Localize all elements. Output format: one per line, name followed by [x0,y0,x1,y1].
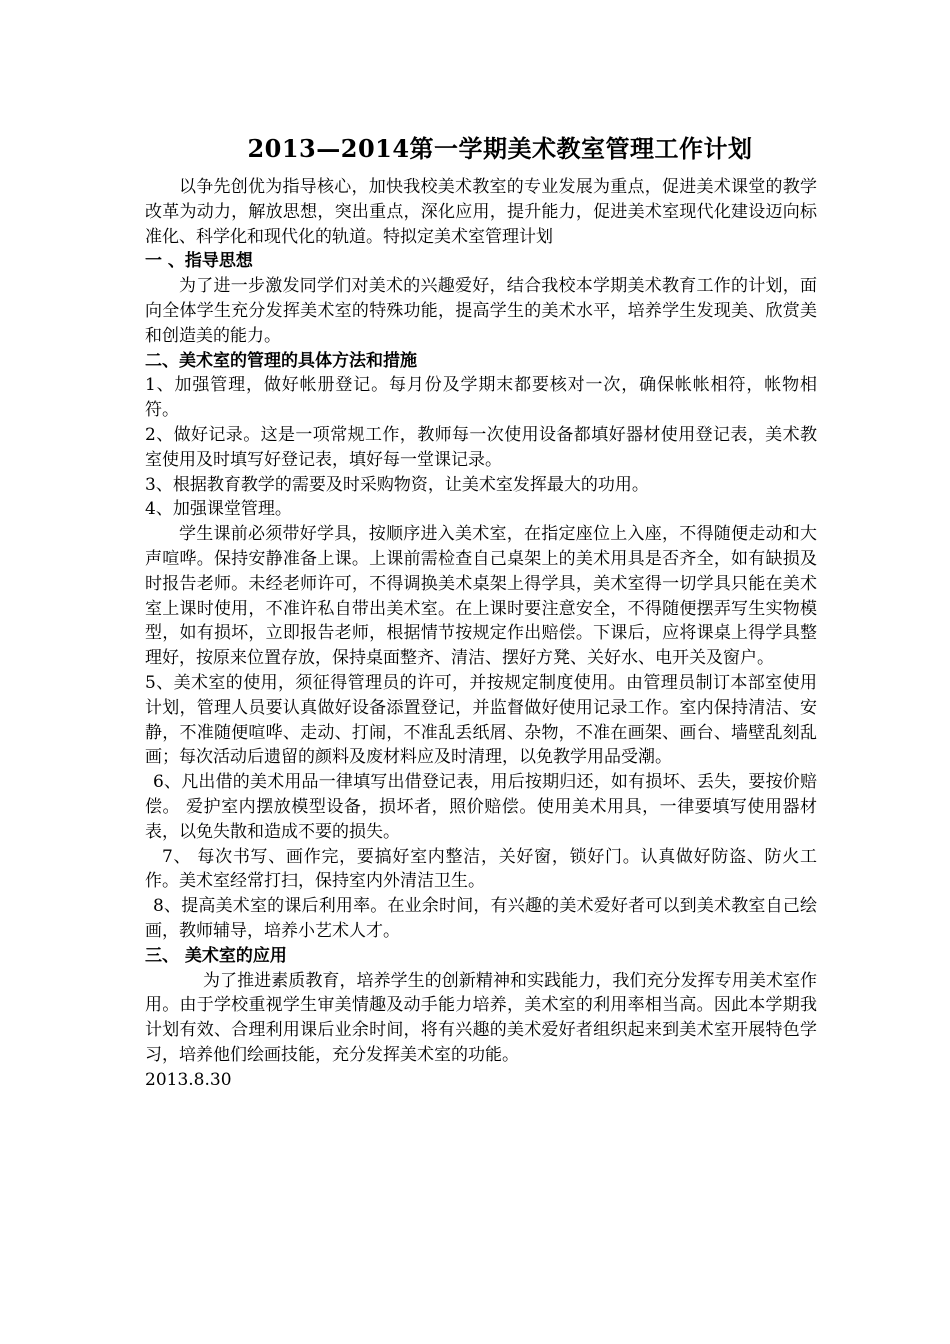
document-date: 2013.8.30 [145,1069,232,1090]
list-item-4: 4、加强课堂管理。 [145,499,292,520]
section-heading-application: 三、 美术室的应用 [145,945,287,966]
document-body [145,175,817,1092]
list-item-7: 7、 每次书写、画作完，要搞好室内整洁，关好窗，锁好门。认真做好防盗、防火工作。美术室经常打扫，保持室内外清洁卫生。 [145,846,817,892]
list-item-3: 3、根据教育教学的需要及时采购物资，让美术室发挥最大的功用。 [145,474,649,495]
list-item-2: 2、做好记录。这是一项常规工作，教师每一次使用设备都填好器材使用登记表，美术教室使用及时填写好登记表，填好每一堂课记录。 [145,424,817,470]
section-heading-management-methods: 二、美术室的管理的具体方法和措施 [145,350,417,371]
list-item-5: 5、美术室的使用，须征得管理员的许可，并按规定制度使用。由管理员制订本部室使用计划，管理人员要认真做好设备添置登记，并监督做好使用记录工作。室内保持清洁、安静，不准随便喧哗、走动、打闹，不准乱丢纸屑、杂物，不准在画架、画台、墙壁乱刻乱画；每次活动后遗留的颜料及废材料应及时清理，以免教学用品受潮。 [145,672,817,768]
list-item-8: 8、提高美术室的课后利用率。在业余时间，有兴趣的美术爱好者可以到美术教室自己绘画，教师辅导，培养小艺术人才。 [145,896,817,941]
intro-paragraph: 以争先创优为指导核心，加快我校美术教室的专业发展为重点，促进美术课堂的教学改革为动力，解放思想，突出重点，深化应用，提升能力，促进美术室现代化建设迈向标准化、科学化和现代化的轨道。特拟定美术室管理计划 [145,177,817,247]
application-paragraph: 为了推进素质教育，培养学生的创新精神和实践能力，我们充分发挥专用美术室作用。由于学校重视学生审美情趣及动手能力培养，美术室的利用率相当高。因此本学期我计划有效、合理利用课后业余时间，将有兴趣的美术爱好者组织起来到美术室开展特色学习，培养他们绘画技能，充分发挥美术室的功能。 [145,970,817,1065]
list-item-4-detail: 学生课前必须带好学具，按顺序进入美术室，在指定座位上入座，不得随便走动和大声喧哗。保持安静准备上课。上课前需检查自己桌架上的美术用具是否齐全，如有缺损及时报告老师。未经老师许可，不得调换美术桌架上得学具，美术室得一切学具只能在美术室上课时使用，不准许私自带出美术室。在上课时要注意安全，不得随便摆弄写生实物模型，如有损坏，立即报告老师，根据情节按规定作出赔偿。下课后，应将课桌上得学具整理好，按原来位置存放，保持桌面整齐、清洁、摆好方凳、关好水、电开关及窗户。 [145,524,817,669]
section-heading-guiding-thought: 一 、指导思想 [145,251,253,272]
list-item-1: 1、加强管理，做好帐册登记。每月份及学期末都要核对一次，确保帐帐相符，帐物相符。 [145,375,817,421]
guiding-thought-paragraph: 为了进一步激发同学们对美术的兴趣爱好，结合我校本学期美术教育工作的计划，面向全体学生充分发挥美术室的特殊功能，提高学生的美术水平，培养学生发现美、欣赏美和创造美的能力。 [145,276,817,346]
list-item-6: 6、凡出借的美术用品一律填写出借登记表，用后按期归还，如有损坏、丢失，要按价赔偿。 爱护室内摆放模型设备，损坏者，照价赔偿。使用美术用具，一律要填写使用器材表，以免失散和造成不要的损失。 [145,772,817,842]
document-title: 2013—2014第一学期美术教室管理工作计划 [247,134,753,163]
